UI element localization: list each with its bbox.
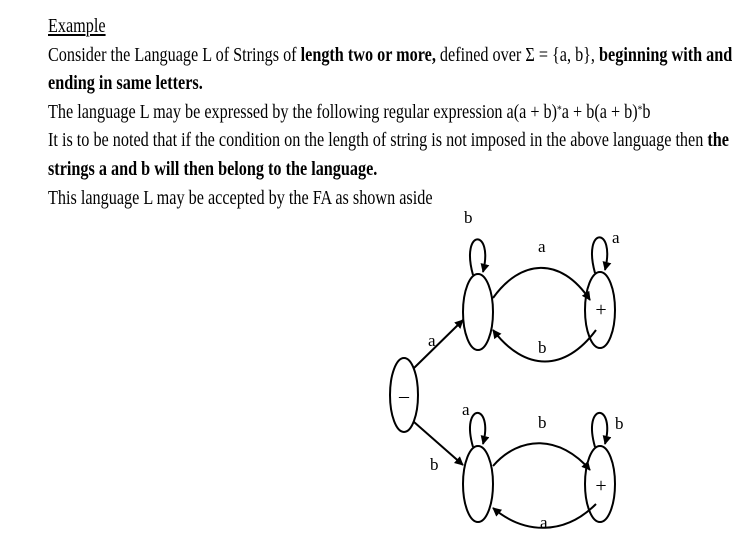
edge-start-to-top — [414, 320, 463, 368]
label-bottom-back: a — [540, 513, 548, 532]
label-top-loop-right: a — [612, 228, 620, 247]
label-top-forward: a — [538, 237, 546, 256]
state-top-left — [463, 274, 493, 350]
p2-star-2: * — [637, 101, 643, 116]
heading: Example — [48, 15, 106, 37]
edge-bottom-forward — [493, 443, 590, 470]
label-top-back: b — [538, 338, 547, 357]
p3-a: It is to be noted that if the condition on the length of string is not imposed in the above language then — [48, 129, 708, 152]
state-bottom-right-label: + — [595, 475, 607, 497]
state-bottom-left — [463, 446, 493, 522]
loop-top-left — [470, 239, 485, 275]
loop-bottom-right — [592, 413, 607, 447]
edge-start-to-bottom — [414, 422, 463, 465]
label-bottom-forward: b — [538, 413, 547, 432]
edge-top-forward — [493, 268, 590, 300]
label-start-to-top: a — [428, 331, 436, 350]
p1-b: length two or more, — [300, 43, 436, 66]
p2-a: The language L may be expressed by the following regular expression a(a + b) — [48, 100, 558, 123]
p2-c: b — [642, 100, 651, 123]
p3-b: the — [707, 129, 729, 152]
p2-b: a + b(a + b) — [561, 100, 638, 123]
state-start-label: – — [399, 385, 409, 407]
label-bottom-loop-left: a — [462, 400, 470, 419]
label-start-to-bottom: b — [430, 455, 439, 474]
label-top-loop-left: b — [464, 208, 473, 227]
state-top-right-label: + — [595, 299, 607, 321]
loop-top-right — [592, 237, 607, 273]
paragraph-4: This language L may be accepted by the FA as shown aside — [48, 186, 433, 209]
p1-d: beginning with and — [599, 43, 732, 66]
p2-star-1: * — [557, 101, 562, 116]
paragraph-3-line-2: strings a and b will then belong to the language. — [48, 157, 378, 180]
label-bottom-loop-right: b — [615, 414, 624, 433]
paragraph-1-line-2: ending in same letters. — [48, 72, 203, 95]
p1-a: Consider the Language L of Strings of — [48, 43, 301, 66]
loop-bottom-left — [470, 413, 485, 447]
p1-c: defined over Σ = {a, b}, — [435, 43, 600, 66]
